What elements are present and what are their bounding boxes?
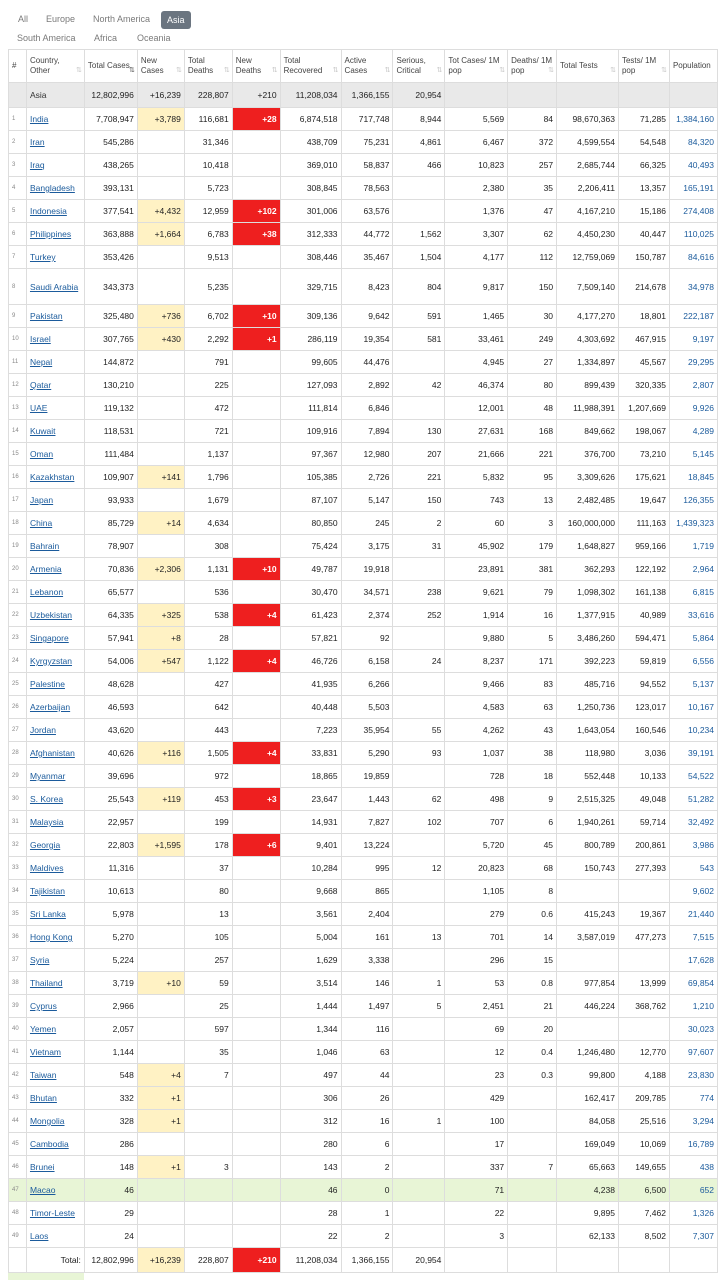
- country-row: 31 Malaysia 22,957 199 14,931 7,827 102 707 6 1,940,261 59,714 32,492: [9, 811, 718, 834]
- country-cell: [26, 696, 84, 719]
- country-cell: [26, 1202, 84, 1225]
- tab-asia[interactable]: Asia: [161, 11, 191, 29]
- row-rank: 42: [9, 1064, 27, 1087]
- country-cell: [26, 673, 84, 696]
- sort-icon: ⇅: [332, 67, 339, 74]
- country-link[interactable]: Cyprus: [29, 1001, 57, 1011]
- country-cell: [26, 857, 84, 880]
- country-row: 48 Timor-Leste 29 28 1 22 9,895 7,462 1,326: [9, 1202, 718, 1225]
- country-cell: [26, 374, 84, 397]
- tab-all[interactable]: All: [18, 14, 29, 24]
- country-row: 7 Turkey 353,426 9,513 308,446 35,467 1,504 4,177 112 12,759,069 150,787 84,616: [9, 246, 718, 269]
- country-row: 10 Israel 307,765 +430 2,292 +1 286,119 19,354 581 33,461 249 4,303,692 467,915 9,197: [9, 328, 718, 351]
- country-row: 24 Kyrgyzstan 54,006 +547 1,122 +4 46,726 6,158 24 8,237 171 392,223 59,819 6,556: [9, 650, 718, 673]
- col-header-new-cases[interactable]: New Cases ⇅: [137, 50, 184, 83]
- country-link[interactable]: Iran: [29, 137, 45, 147]
- country-link[interactable]: Georgia: [29, 840, 61, 850]
- country-row: 38 Thailand 3,719 +10 59 3,514 146 1 53 0.8 977,854 13,999 69,854: [9, 972, 718, 995]
- country-row: 14 Kuwait 118,531 721 109,916 7,894 130 27,631 168 849,662 198,067 4,289: [9, 420, 718, 443]
- country-link[interactable]: Iraq: [29, 160, 45, 170]
- row-rank: 11: [9, 351, 27, 374]
- country-row: 1 India 7,708,947 +3,789 116,681 +28 6,874,518 717,748 8,944 5,569 84 98,670,363 71,285 1,384,160: [9, 108, 718, 131]
- row-rank: 34: [9, 880, 27, 903]
- sort-desc-icon: ⇅: [129, 67, 135, 74]
- row-rank: 31: [9, 811, 27, 834]
- country-cell: [26, 200, 84, 223]
- col-header-total-tests[interactable]: Total Tests ⇅: [557, 50, 619, 83]
- country-link[interactable]: Jordan: [29, 725, 56, 735]
- country-row: 40 Yemen 2,057 597 1,344 116 69 20 30,023: [9, 1018, 718, 1041]
- sort-icon: ⇅: [436, 67, 443, 74]
- row-rank: 39: [9, 995, 27, 1018]
- country-row: 2 Iran 545,286 31,346 438,709 75,231 4,861 6,467 372 4,599,554 54,548 84,320: [9, 131, 718, 154]
- country-link[interactable]: Sri Lanka: [29, 909, 66, 919]
- row-rank: 17: [9, 489, 27, 512]
- country-link[interactable]: Uzbekistan: [29, 610, 73, 620]
- country-link[interactable]: Hong Kong: [29, 932, 73, 942]
- country-row: 19 Bahrain 78,907 308 75,424 3,175 31 45,902 179 1,648,827 959,166 1,719: [9, 535, 718, 558]
- row-rank: 44: [9, 1110, 27, 1133]
- country-link[interactable]: Oman: [29, 449, 54, 459]
- continent-summary-row: Asia 12,802,996 +16,239 228,807 +210 11,208,034 1,366,155 20,954: [9, 83, 718, 108]
- sort-icon: ⇅: [610, 67, 616, 74]
- country-link[interactable]: Azerbaijan: [29, 702, 71, 712]
- tab-south-america[interactable]: South America: [17, 33, 76, 43]
- row-rank: 41: [9, 1041, 27, 1064]
- row-rank: 32: [9, 834, 27, 857]
- continent-name: Asia: [26, 83, 84, 108]
- country-cell: [26, 108, 84, 131]
- country-cell: [26, 269, 84, 305]
- country-link[interactable]: UAE: [29, 403, 48, 413]
- country-link[interactable]: Cambodia: [29, 1139, 69, 1149]
- row-rank: 23: [9, 627, 27, 650]
- col-header-total-recovered[interactable]: Total Recovered ⇅: [280, 50, 341, 83]
- country-row: 41 Vietnam 1,144 35 1,046 63 12 0.4 1,246,480 12,770 97,607: [9, 1041, 718, 1064]
- country-link[interactable]: Macao: [29, 1185, 56, 1195]
- country-row: 47 Macao 46 46 0 71 4,238 6,500 652: [9, 1179, 718, 1202]
- col-header-deaths-per-1m[interactable]: Deaths/ 1M pop ⇅: [508, 50, 557, 83]
- country-row: 5 Indonesia 377,541 +4,432 12,959 +102 301,006 63,576 1,376 47 4,167,210 15,186 274,408: [9, 200, 718, 223]
- country-cell: [26, 223, 84, 246]
- country-cell: [26, 154, 84, 177]
- country-link[interactable]: Turkey: [29, 252, 56, 262]
- country-link[interactable]: Armenia: [29, 564, 62, 574]
- country-link[interactable]: Laos: [29, 1231, 49, 1241]
- tab-north-america[interactable]: North America: [93, 14, 151, 24]
- country-row: 11 Nepal 144,872 791 99,605 44,476 4,945 27 1,334,897 45,567 29,295: [9, 351, 718, 374]
- row-rank: 28: [9, 742, 27, 765]
- country-link[interactable]: Kuwait: [29, 426, 56, 436]
- country-link[interactable]: India: [29, 114, 49, 124]
- country-link[interactable]: Maldives: [29, 863, 64, 873]
- col-header-total-cases[interactable]: Total Cases ⇅: [84, 50, 137, 83]
- row-rank: 1: [9, 108, 27, 131]
- row-rank: 33: [9, 857, 27, 880]
- country-cell: [26, 1110, 84, 1133]
- country-link[interactable]: Bhutan: [29, 1093, 57, 1103]
- country-cell: [26, 1156, 84, 1179]
- country-link[interactable]: Pakistan: [29, 311, 63, 321]
- sort-icon: ⇅: [661, 67, 667, 74]
- sort-icon: ⇅: [76, 67, 82, 74]
- country-row: 9 Pakistan 325,480 +736 6,702 +10 309,136 9,642 591 1,465 30 4,177,270 18,801 222,187: [9, 305, 718, 328]
- country-row: 22 Uzbekistan 64,335 +325 538 +4 61,423 2,374 252 1,914 16 1,377,915 40,989 33,616: [9, 604, 718, 627]
- col-header-country[interactable]: Country, Other ⇅: [26, 50, 84, 83]
- country-link[interactable]: Malaysia: [29, 817, 64, 827]
- country-cell: [26, 834, 84, 857]
- row-rank: 49: [9, 1225, 27, 1248]
- row-rank: 5: [9, 200, 27, 223]
- row-rank: 27: [9, 719, 27, 742]
- col-header-rank[interactable]: #: [9, 50, 27, 83]
- row-rank: 30: [9, 788, 27, 811]
- row-rank: 40: [9, 1018, 27, 1041]
- asia-stats-table: [8, 49, 718, 1273]
- country-cell: [26, 765, 84, 788]
- country-link[interactable]: Afghanistan: [29, 748, 75, 758]
- row-rank: 19: [9, 535, 27, 558]
- country-cell: [26, 1041, 84, 1064]
- row-rank: 29: [9, 765, 27, 788]
- row-rank: 20: [9, 558, 27, 581]
- country-cell: [26, 811, 84, 834]
- country-cell: [26, 627, 84, 650]
- row-rank: 3: [9, 154, 27, 177]
- col-header-cases-per-1m[interactable]: Tot Cases/ 1M pop ⇅: [445, 50, 508, 83]
- col-header-total-deaths[interactable]: Total Deaths ⇅: [184, 50, 232, 83]
- row-rank: 38: [9, 972, 27, 995]
- row-rank: 6: [9, 223, 27, 246]
- country-cell: [26, 1064, 84, 1087]
- country-cell: [26, 246, 84, 269]
- country-link[interactable]: Yemen: [29, 1024, 57, 1034]
- row-rank: 22: [9, 604, 27, 627]
- country-row: 26 Azerbaijan 46,593 642 40,448 5,503 4,583 63 1,250,736 123,017 10,167: [9, 696, 718, 719]
- col-header-new-deaths[interactable]: New Deaths ⇅: [232, 50, 280, 83]
- tab-oceania[interactable]: Oceania: [137, 33, 171, 43]
- country-cell: [26, 1133, 84, 1156]
- country-cell: [26, 443, 84, 466]
- country-cell: [26, 466, 84, 489]
- country-row: 21 Lebanon 65,577 536 30,470 34,571 238 9,621 79 1,098,302 161,138 6,815: [9, 581, 718, 604]
- country-cell: [26, 949, 84, 972]
- total-row: Total: 12,802,996 +16,239 228,807 +210 11,208,034 1,366,155 20,954: [9, 1248, 718, 1273]
- country-link[interactable]: Myanmar: [29, 771, 66, 781]
- country-row: 16 Kazakhstan 109,907 +141 1,796 105,385 2,726 221 5,832 95 3,309,626 175,621 18,845: [9, 466, 718, 489]
- country-link[interactable]: Israel: [29, 334, 51, 344]
- row-rank: 45: [9, 1133, 27, 1156]
- country-row: 27 Jordan 43,620 443 7,223 35,954 55 4,262 43 1,643,054 160,546 10,234: [9, 719, 718, 742]
- country-link[interactable]: China: [29, 518, 53, 528]
- country-row: 6 Philippines 363,888 +1,664 6,783 +38 312,333 44,772 1,562 3,307 62 4,450,230 40,447 110,025: [9, 223, 718, 246]
- row-rank: 8: [9, 269, 27, 305]
- country-row: 25 Palestine 48,628 427 41,935 6,266 9,466 83 485,716 94,552 5,137: [9, 673, 718, 696]
- row-rank: 13: [9, 397, 27, 420]
- country-link[interactable]: Palestine: [29, 679, 65, 689]
- country-row: 45 Cambodia 286 280 6 17 169,049 10,069 16,789: [9, 1133, 718, 1156]
- country-row: 13 UAE 119,132 472 111,814 6,846 12,001 48 11,988,391 1,207,669 9,926: [9, 397, 718, 420]
- country-cell: [26, 788, 84, 811]
- row-rank: 9: [9, 305, 27, 328]
- row-rank: 4: [9, 177, 27, 200]
- country-row: 43 Bhutan 332 +1 306 26 429 162,417 209,785 774: [9, 1087, 718, 1110]
- row-rank: 14: [9, 420, 27, 443]
- country-link[interactable]: Brunei: [29, 1162, 55, 1172]
- country-row: 12 Qatar 130,210 225 127,093 2,892 42 46,374 80 899,439 320,335 2,807: [9, 374, 718, 397]
- country-link[interactable]: Thailand: [29, 978, 63, 988]
- row-rank: 18: [9, 512, 27, 535]
- country-row: 28 Afghanistan 40,626 +116 1,505 +4 33,831 5,290 93 1,037 38 118,980 3,036 39,191: [9, 742, 718, 765]
- country-row: 8 Saudi Arabia 343,373 5,235 329,715 8,423 804 9,817 150 7,509,140 214,678 34,978: [9, 269, 718, 305]
- row-rank: 46: [9, 1156, 27, 1179]
- country-link[interactable]: Taiwan: [29, 1070, 57, 1080]
- country-link[interactable]: Saudi Arabia: [29, 281, 79, 292]
- country-row: 42 Taiwan 548 +4 7 497 44 23 0.3 99,800 4,188 23,830: [9, 1064, 718, 1087]
- tab-europe[interactable]: Europe: [46, 14, 76, 24]
- country-row: 17 Japan 93,933 1,679 87,107 5,147 150 743 13 2,482,485 19,647 126,355: [9, 489, 718, 512]
- row-rank: 2: [9, 131, 27, 154]
- country-row: 20 Armenia 70,836 +2,306 1,131 +10 49,787 19,918 23,891 381 362,293 122,192 2,964: [9, 558, 718, 581]
- country-cell: [26, 581, 84, 604]
- country-cell: [26, 604, 84, 627]
- country-cell: [26, 512, 84, 535]
- country-cell: [26, 177, 84, 200]
- country-row: 36 Hong Kong 5,270 105 5,004 161 13 701 14 3,587,019 477,273 7,515: [9, 926, 718, 949]
- sort-icon: ⇅: [499, 67, 506, 74]
- sort-icon: ⇅: [548, 67, 555, 74]
- country-cell: [26, 420, 84, 443]
- country-cell: [26, 742, 84, 765]
- country-row: 23 Singapore 57,941 +8 28 57,821 92 9,880 5 3,486,260 594,471 5,864: [9, 627, 718, 650]
- country-row: 39 Cyprus 2,966 25 1,444 1,497 5 2,451 21 446,224 368,762 1,210: [9, 995, 718, 1018]
- country-link[interactable]: Tajikistan: [29, 886, 65, 896]
- continent-tabs: [0, 10, 718, 48]
- country-cell: [26, 995, 84, 1018]
- row-rank: 48: [9, 1202, 27, 1225]
- country-link[interactable]: Nepal: [29, 357, 53, 367]
- country-row: 29 Myanmar 39,696 972 18,865 19,859 728 18 552,448 10,133 54,522: [9, 765, 718, 788]
- country-row: 37 Syria 5,224 257 1,629 3,338 296 15 17,628: [9, 949, 718, 972]
- sort-icon: ⇅: [384, 67, 391, 74]
- country-link[interactable]: Bangladesh: [29, 183, 75, 193]
- country-cell: [26, 351, 84, 374]
- country-cell: [26, 305, 84, 328]
- col-header-tests-per-1m[interactable]: Tests/ 1M pop ⇅: [618, 50, 669, 83]
- row-rank: 7: [9, 246, 27, 269]
- col-header-population[interactable]: Population: [669, 50, 717, 83]
- country-cell: [26, 650, 84, 673]
- page-footer-strip: [8, 1273, 84, 1280]
- country-row: 34 Tajikistan 10,613 80 9,668 865 1,105 8 9,602: [9, 880, 718, 903]
- row-rank: 43: [9, 1087, 27, 1110]
- country-row: 30 S. Korea 25,543 +119 453 +3 23,647 1,443 62 498 9 2,515,325 49,048 51,282: [9, 788, 718, 811]
- country-link[interactable]: Vietnam: [29, 1047, 61, 1057]
- row-rank: 26: [9, 696, 27, 719]
- country-cell: [26, 1225, 84, 1248]
- sort-icon: ⇅: [271, 67, 278, 74]
- country-link[interactable]: Kyrgyzstan: [29, 656, 73, 666]
- country-row: 44 Mongolia 328 +1 312 16 1 100 84,058 25,516 3,294: [9, 1110, 718, 1133]
- country-row: 18 China 85,729 +14 4,634 80,850 245 2 60 3 160,000,000 111,163 1,439,323: [9, 512, 718, 535]
- country-link[interactable]: Kazakhstan: [29, 472, 75, 482]
- country-cell: [26, 535, 84, 558]
- country-link[interactable]: S. Korea: [29, 794, 64, 804]
- country-link[interactable]: Timor-Leste: [29, 1208, 75, 1218]
- country-cell: [26, 719, 84, 742]
- country-row: 35 Sri Lanka 5,978 13 3,561 2,404 279 0.6 415,243 19,367 21,440: [9, 903, 718, 926]
- country-link[interactable]: Qatar: [29, 380, 52, 390]
- row-rank: 47: [9, 1179, 27, 1202]
- country-cell: [26, 1179, 84, 1202]
- row-rank: 37: [9, 949, 27, 972]
- country-link[interactable]: Syria: [29, 955, 50, 965]
- country-row: 4 Bangladesh 393,131 5,723 308,845 78,563 2,380 35 2,206,411 13,357 165,191: [9, 177, 718, 200]
- country-row: 49 Laos 24 22 2 3 62,133 8,502 7,307: [9, 1225, 718, 1248]
- country-link[interactable]: Mongolia: [29, 1116, 65, 1126]
- country-row: 32 Georgia 22,803 +1,595 178 +6 9,401 13,224 5,720 45 800,789 200,861 3,986: [9, 834, 718, 857]
- header-row: [9, 50, 718, 83]
- row-rank: 10: [9, 328, 27, 351]
- country-link[interactable]: Philippines: [29, 229, 72, 239]
- country-cell: [26, 880, 84, 903]
- total-label: Total:: [26, 1248, 84, 1273]
- country-cell: [26, 972, 84, 995]
- row-rank: 25: [9, 673, 27, 696]
- row-rank: 36: [9, 926, 27, 949]
- country-cell: [26, 1087, 84, 1110]
- country-cell: [26, 397, 84, 420]
- country-cell: [26, 926, 84, 949]
- country-link[interactable]: Japan: [29, 495, 54, 505]
- row-rank: 35: [9, 903, 27, 926]
- tab-africa[interactable]: Africa: [94, 33, 118, 43]
- country-link[interactable]: Bahrain: [29, 541, 60, 551]
- country-link[interactable]: Singapore: [29, 633, 69, 643]
- row-rank: 12: [9, 374, 27, 397]
- row-rank: 16: [9, 466, 27, 489]
- country-cell: [26, 131, 84, 154]
- col-header-active-cases[interactable]: Active Cases ⇅: [341, 50, 393, 83]
- sort-icon: ⇅: [175, 67, 182, 74]
- country-cell: [26, 328, 84, 351]
- country-link[interactable]: Indonesia: [29, 206, 67, 216]
- country-row: 3 Iraq 438,265 10,418 369,010 58,837 466 10,823 257 2,685,744 66,325 40,493: [9, 154, 718, 177]
- country-row: 33 Maldives 11,316 37 10,284 995 12 20,823 68 150,743 277,393 543: [9, 857, 718, 880]
- country-cell: [26, 489, 84, 512]
- row-rank: 15: [9, 443, 27, 466]
- country-cell: [26, 903, 84, 926]
- country-row: 46 Brunei 148 +1 3 143 2 337 7 65,663 149,655 438: [9, 1156, 718, 1179]
- country-cell: [26, 1018, 84, 1041]
- row-rank: 21: [9, 581, 27, 604]
- sort-icon: ⇅: [223, 67, 230, 74]
- country-row: 15 Oman 111,484 1,137 97,367 12,980 207 21,666 221 376,700 73,210 5,145: [9, 443, 718, 466]
- country-link[interactable]: Lebanon: [29, 587, 64, 597]
- country-cell: [26, 558, 84, 581]
- row-rank: 24: [9, 650, 27, 673]
- col-header-serious-critical[interactable]: Serious, Critical ⇅: [393, 50, 445, 83]
